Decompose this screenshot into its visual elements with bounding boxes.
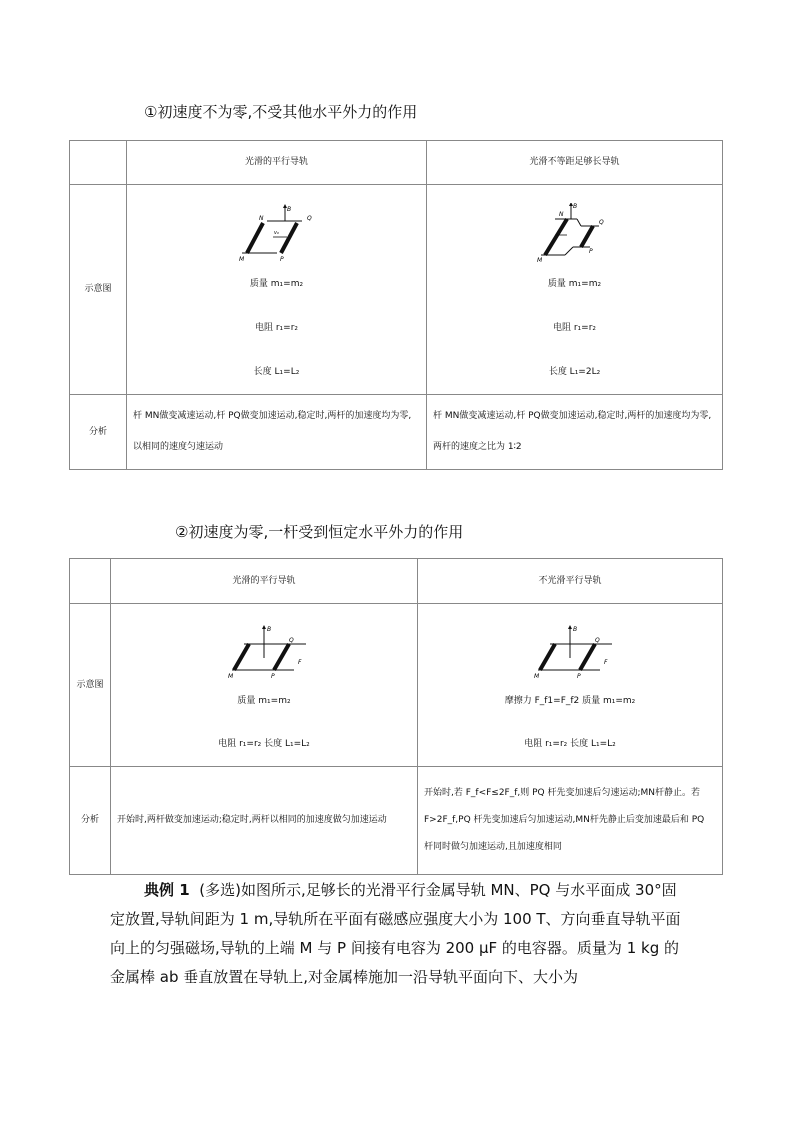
label-f: F (298, 658, 302, 666)
label-m: M (238, 255, 244, 263)
resistance-length-line: 电阻 r₁=r₂ 长度 L₁=L₂ (218, 738, 310, 749)
section1-table (69, 140, 723, 470)
mass-line: 质量 m₁=m₂ (237, 695, 291, 706)
example-text: 如图所示,足够长的光滑平行金属导轨 MN、PQ 与水平面成 30°固定放置,导轨间距为 1 m,导轨所在平面有磁感应强度大小为 100 T、方向垂直导轨平面向上的匀强磁场,导轨的上端 M 与 P 间接有电容为 200 μF 的电容器。质量为 1 kg 的金属棒 ab 垂直放置在导轨上,对金属棒施加一沿导轨平面向下、大小为 (110, 881, 681, 986)
label-q: Q (598, 218, 604, 226)
label-f: F (604, 658, 608, 666)
column-header: 光滑的平行导轨 (111, 559, 418, 604)
resistance-line: 电阻 r₁=r₂ (552, 322, 597, 333)
label-q: Q (595, 636, 600, 644)
label-n: N (258, 214, 263, 222)
schematic-cell (127, 185, 427, 395)
unequal-rails-diagram (515, 203, 635, 263)
schematic-cell (427, 185, 723, 395)
label-n: N (558, 210, 563, 218)
section2-table (69, 558, 723, 875)
label-p: P (271, 672, 275, 680)
analysis-cell: 杆 MN做变减速运动,杆 PQ做变加速运动,稳定时,两杆的加速度均为零,以相同的速度匀速运动 (127, 395, 427, 470)
label-m: M (536, 256, 542, 263)
label-m: M (534, 672, 540, 680)
label-m: M (228, 672, 234, 680)
parallel-rails-diagram (217, 203, 337, 263)
analysis-cell: 杆 MN做变减速运动,杆 PQ做变加速运动,稳定时,两杆的加速度均为零,两杆的速度之比为 1∶2 (427, 395, 723, 470)
length-line: 长度 L₁=L₂ (253, 366, 300, 377)
resistance-line: 电阻 r₁=r₂ (254, 322, 299, 333)
mass-line: 质量 m₁=m₂ (547, 278, 602, 289)
column-header: 不光滑平行导轨 (418, 559, 723, 604)
row-label: 示意图 (70, 604, 111, 767)
label-p: P (279, 255, 284, 263)
mass-line: 质量 m₁=m₂ (249, 278, 304, 289)
rough-rails-force-diagram (520, 622, 620, 680)
label-b: B (573, 625, 578, 633)
resistance-length-line: 电阻 r₁=r₂ 长度 L₁=L₂ (524, 738, 616, 749)
label-q: Q (306, 214, 312, 222)
label-p: P (588, 247, 593, 255)
label-q: Q (289, 636, 294, 644)
example-paragraph (110, 876, 690, 992)
label-b: B (572, 202, 577, 210)
row-label: 示意图 (70, 185, 127, 395)
analysis-cell: 开始时,若 F_f<F≤2F_f,则 PQ 杆先变加速后匀速运动;MN杆静止。若 F>2F_f,PQ 杆先变加速后匀加速运动,MN杆先静止后变加速最后和 PQ 杆同时做匀加速运动,且加速度相同 (418, 767, 723, 875)
analysis-cell: 开始时,两杆做变加速运动;稳定时,两杆以相同的加速度做匀加速运动 (111, 767, 418, 875)
row-label: 分析 (70, 767, 111, 875)
example-tag: (多选) (199, 881, 241, 899)
example-title: 典例 1 (144, 881, 190, 899)
column-header: 光滑的平行导轨 (127, 141, 427, 185)
schematic-cell (111, 604, 418, 767)
schematic-cell (418, 604, 723, 767)
label-b: B (267, 625, 272, 633)
label-p: P (577, 672, 581, 680)
row-label: 分析 (70, 395, 127, 470)
friction-mass-line: 摩擦力 F_f1=F_f2 质量 m₁=m₂ (504, 695, 636, 706)
label-v0: v₀ (273, 229, 279, 236)
section1-heading: ①初速度不为零,不受其他水平外力的作用 (144, 103, 418, 121)
section2-heading: ②初速度为零,一杆受到恒定水平外力的作用 (175, 523, 464, 541)
length-line: 长度 L₁=2L₂ (548, 366, 601, 377)
column-header: 光滑不等距足够长导轨 (427, 141, 723, 185)
label-b: B (286, 205, 291, 213)
parallel-rails-force-diagram (214, 622, 314, 680)
